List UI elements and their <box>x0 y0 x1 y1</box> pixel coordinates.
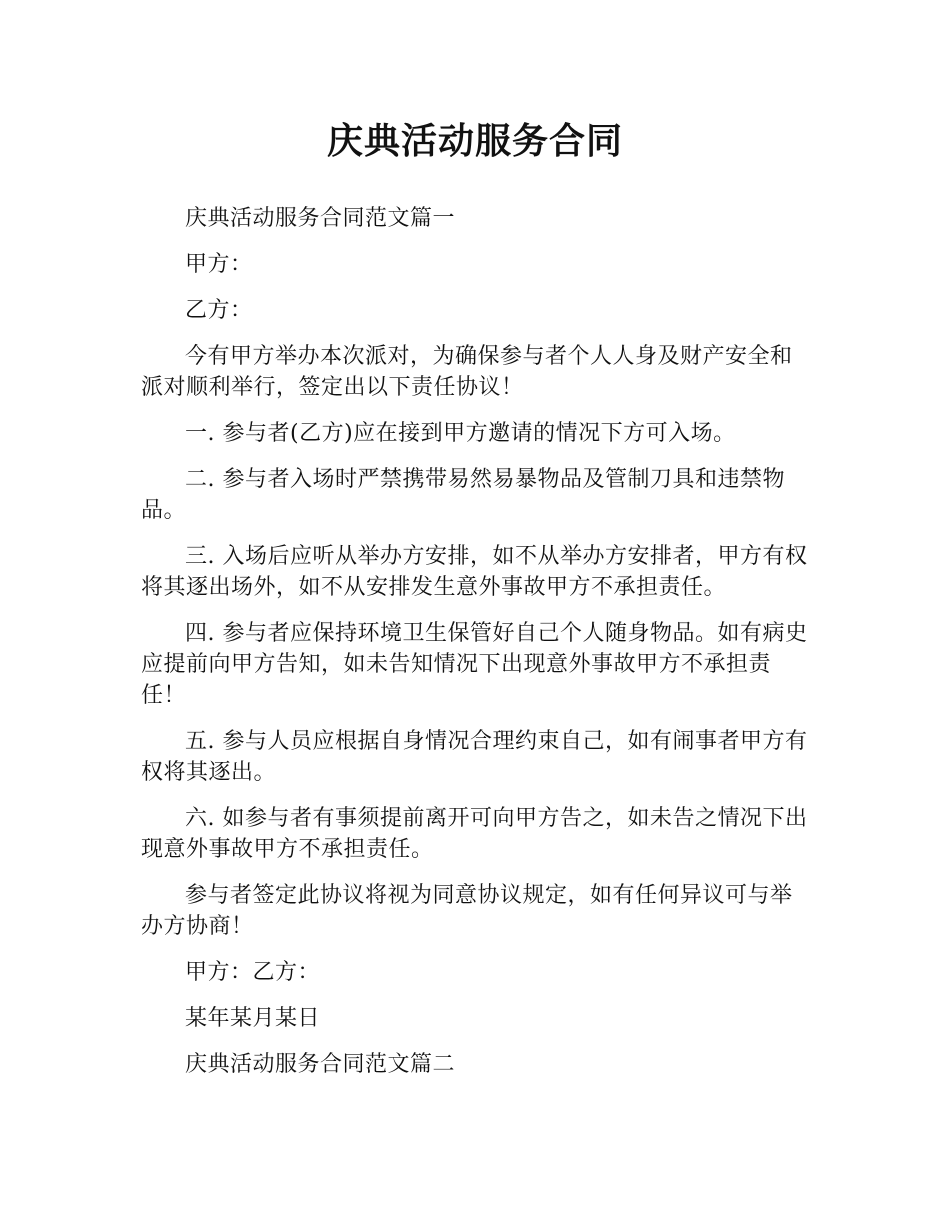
paragraph-clause-3: 三. 入场后应听从举办方安排，如不从举办方安排者，甲方有权将其逐出场外，如不从安排发生意外事故甲方不承担责任。 <box>141 544 808 600</box>
paragraph-section-heading-2: 庆典活动服务合同范文篇二 <box>185 1052 456 1077</box>
paragraph-clause-4: 四. 参与者应保持环境卫生保管好自己个人随身物品。如有病史应提前向甲方告知，如未告知情况下出现意外事故甲方不承担责任！ <box>141 621 808 708</box>
paragraph-clause-1: 一. 参与者(乙方)应在接到甲方邀请的情况下方可入场。 <box>185 421 736 446</box>
paragraph-section-heading-1: 庆典活动服务合同范文篇一 <box>185 206 456 231</box>
paragraph-clause-5: 五. 参与人员应根据自身情况合理约束自己，如有闹事者甲方有权将其逐出。 <box>141 729 808 785</box>
paragraph-party-b: 乙方： <box>185 298 253 323</box>
document-body <box>141 203 809 1095</box>
paragraph-intro: 今有甲方举办本次派对，为确保参与者个人人身及财产安全和派对顺利举行，签定出以下责任协议！ <box>141 344 793 400</box>
paragraph-party-a: 甲方： <box>185 252 253 277</box>
paragraph-clause-6: 六. 如参与者有事须提前离开可向甲方告之，如未告之情况下出现意外事故甲方不承担责任。 <box>141 806 808 862</box>
paragraph-clause-2: 二. 参与者入场时严禁携带易然易暴物品及管制刀具和违禁物品。 <box>141 467 785 523</box>
document-title: 庆典活动服务合同 <box>326 121 623 162</box>
paragraph-date: 某年某月某日 <box>185 1006 321 1031</box>
paragraph-signatures: 甲方：乙方： <box>185 960 321 985</box>
paragraph-agreement: 参与者签定此协议将视为同意协议规定，如有任何异议可与举办方协商！ <box>141 883 793 939</box>
